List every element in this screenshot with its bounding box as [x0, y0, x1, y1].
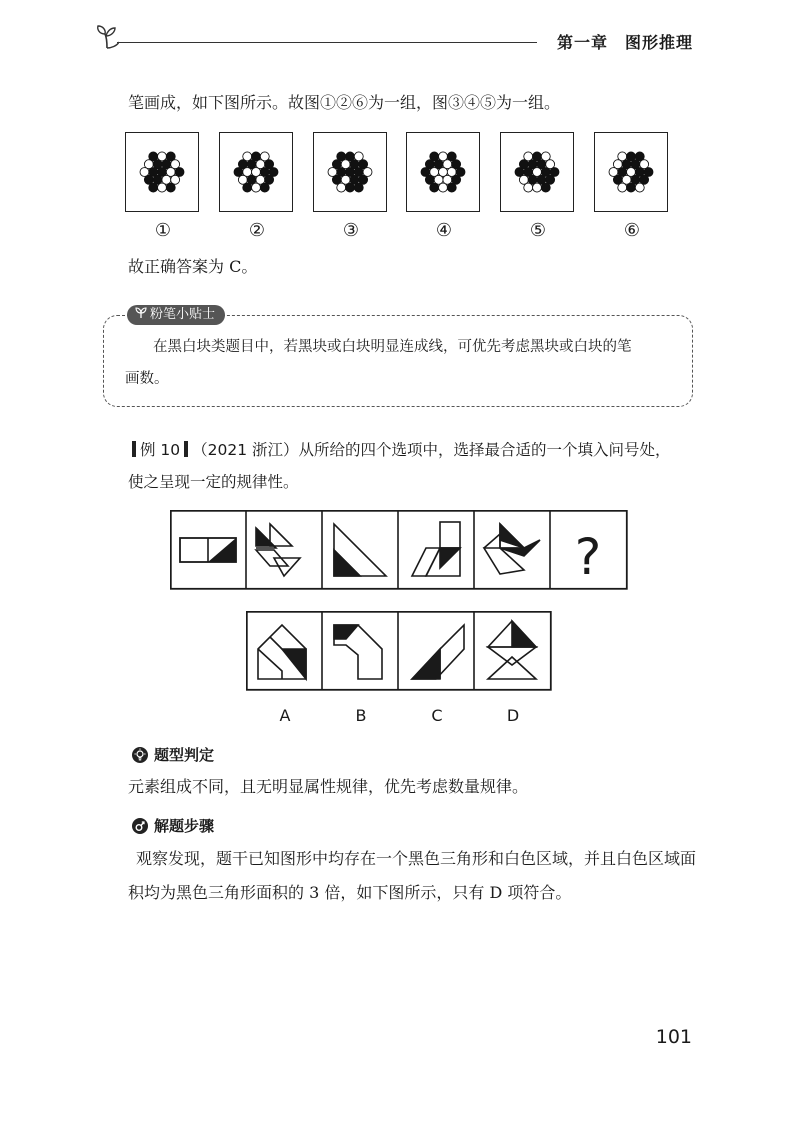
circle-cell	[430, 183, 439, 192]
header-rule	[117, 42, 537, 43]
circle-figure-5	[500, 132, 574, 212]
option-label-a[interactable]: A	[279, 706, 291, 725]
circle-cell	[337, 183, 346, 192]
example-number: 例 10	[140, 441, 181, 459]
circle-label-1: ①	[154, 220, 172, 241]
circle-label-4: ④	[435, 220, 453, 241]
circle-figure-2	[219, 132, 293, 212]
circle-cell	[635, 183, 644, 192]
option-label-b[interactable]: B	[355, 706, 367, 725]
question-mark: ?	[574, 528, 602, 586]
circle-cell	[524, 183, 533, 192]
circle-cell	[439, 183, 448, 192]
example-question-line-1: 从所给的四个选项中，选择最合适的一个填入问号处，	[298, 441, 671, 459]
tip-line-1: 在黑白块类题目中，若黑块或白块明显连成线，可优先考虑黑块或白块的笔	[153, 339, 632, 355]
option-figure-b[interactable]	[334, 625, 382, 679]
example-bar-left	[132, 441, 136, 457]
lightbulb-icon	[132, 747, 148, 763]
option-label-c[interactable]: C	[431, 706, 443, 725]
question-figure-2	[256, 524, 300, 576]
circle-cell	[252, 183, 261, 192]
circle-cell	[354, 183, 363, 192]
circle-figure-1	[125, 132, 199, 212]
example-heading	[128, 438, 671, 460]
tip-box	[103, 315, 693, 407]
example-bar-right	[184, 441, 188, 457]
solution-icon	[132, 818, 148, 834]
option-figure-c[interactable]	[412, 625, 464, 679]
option-figures	[246, 611, 556, 693]
chapter-title: 第一章 图形推理	[556, 33, 693, 52]
circle-cell	[243, 183, 252, 192]
question-figure-1	[180, 538, 236, 562]
circle-figure-3	[313, 132, 387, 212]
circle-label-6: ⑥	[623, 220, 641, 241]
type-section-title	[132, 744, 214, 765]
circle-cell	[447, 183, 456, 192]
circle-figure-4	[406, 132, 480, 212]
solution-section-label: 解题步骤	[154, 817, 215, 835]
circle-cell	[541, 183, 550, 192]
page-number: 101	[655, 1026, 692, 1048]
option-figure-a[interactable]	[258, 625, 306, 679]
option-figure-d[interactable]	[488, 621, 536, 679]
circle-figure-6	[594, 132, 668, 212]
question-sequence	[170, 510, 630, 592]
option-label-d[interactable]: D	[506, 706, 520, 725]
sprout-icon	[95, 24, 119, 50]
circle-cell	[158, 183, 167, 192]
circle-cell	[166, 183, 175, 192]
intro-text: 笔画成，如下图所示。故图①②⑥为一组，图③④⑤为一组。	[128, 93, 561, 112]
solution-section-title	[132, 815, 214, 836]
page-header	[95, 24, 715, 54]
example-question-line-2: 使之呈现一定的规律性。	[128, 473, 299, 491]
example-source: （2021 浙江）	[192, 441, 299, 459]
circle-label-5: ⑤	[529, 220, 547, 241]
circle-figure-row	[125, 132, 665, 216]
circle-cell	[346, 183, 355, 192]
tip-tag	[127, 305, 225, 325]
circle-cell	[533, 183, 542, 192]
circle-cell	[627, 183, 636, 192]
circle-label-2: ②	[248, 220, 266, 241]
circle-cell	[149, 183, 158, 192]
circle-cell	[618, 183, 627, 192]
circle-label-3: ③	[342, 220, 360, 241]
sprout-icon	[135, 307, 147, 319]
tip-line-2: 画数。	[125, 371, 169, 387]
previous-answer: 故正确答案为 C。	[128, 257, 258, 276]
tip-tag-label: 粉笔小贴士	[150, 307, 216, 322]
type-section-text: 元素组成不同，且无明显属性规律，优先考虑数量规律。	[128, 777, 529, 796]
type-section-label: 题型判定	[154, 746, 215, 764]
solution-line-1: 观察发现，题干已知图形中均存在一个黑色三角形和白色区域，并且白色区域面	[136, 849, 697, 868]
circle-cell	[260, 183, 269, 192]
question-figure-3	[334, 524, 386, 576]
question-figure-4	[412, 522, 460, 576]
question-figure-5	[484, 524, 540, 574]
solution-line-2: 积均为黑色三角形面积的 3 倍，如下图所示，只有 D 项符合。	[128, 883, 572, 902]
